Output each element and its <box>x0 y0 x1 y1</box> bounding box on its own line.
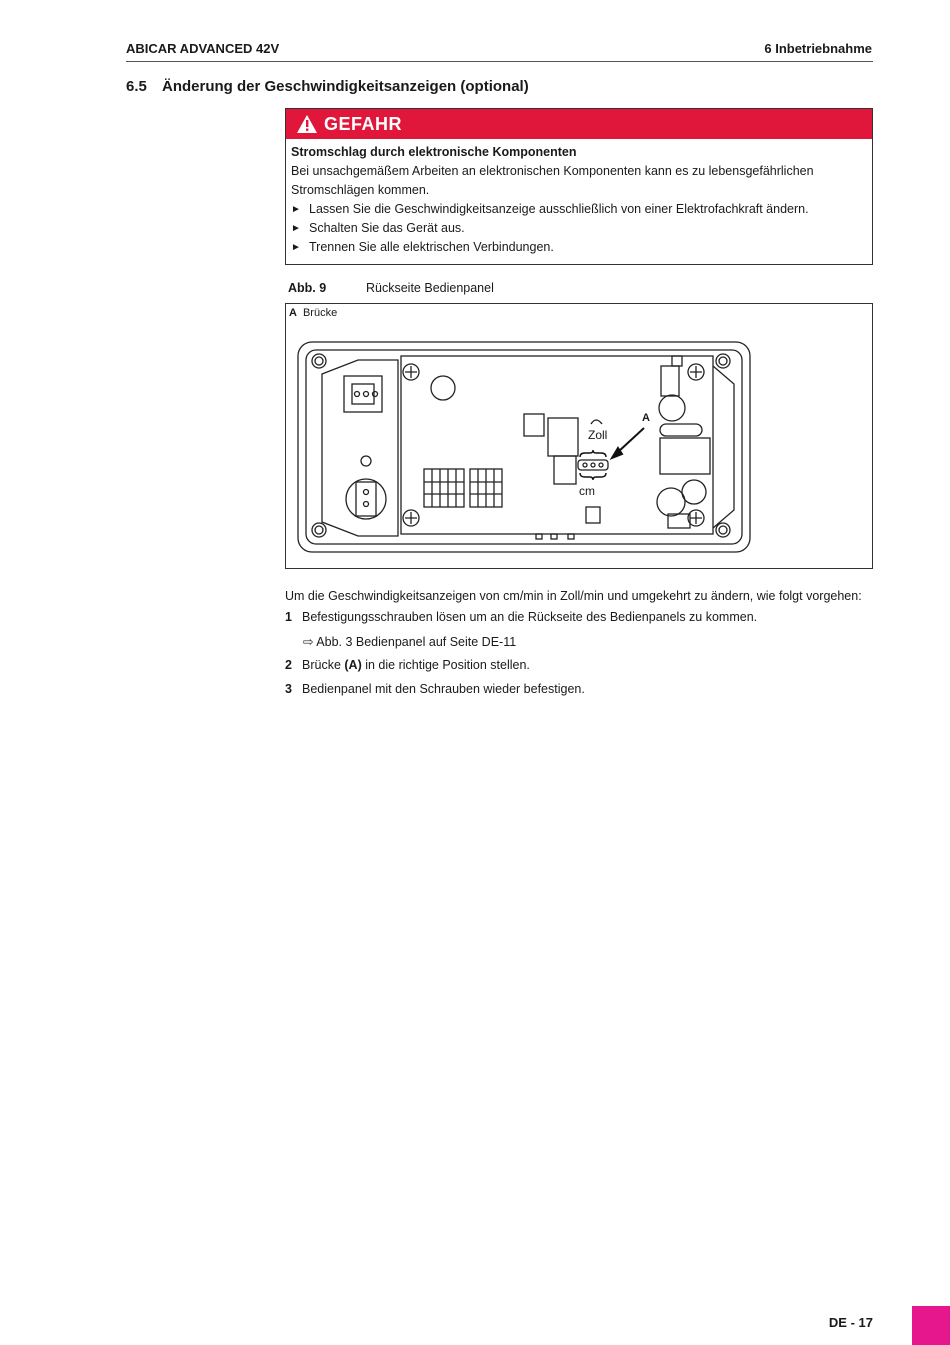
section-number: 6.5 <box>126 78 147 95</box>
danger-bullet: ► Schalten Sie das Gerät aus. <box>291 219 866 238</box>
step-2 <box>285 658 530 672</box>
danger-text-line1: Bei unsachgemäßem Arbeiten an elektronischen Komponenten kann es zu lebensgefährlichen <box>291 164 814 178</box>
figure-legend <box>289 307 337 319</box>
step-text: Bedienpanel mit den Schrauben wieder befestigen. <box>302 682 585 696</box>
chapter-tab-marker <box>912 1306 950 1345</box>
danger-header <box>286 109 872 139</box>
bullet-arrow-icon: ► <box>291 204 301 215</box>
step-1 <box>285 610 757 624</box>
step-text: Befestigungsschrauben lösen um an die Rückseite des Bedienpanels zu kommen. <box>302 610 758 624</box>
reference-line <box>303 634 516 649</box>
reference-arrow-icon: ⇨ <box>303 635 314 649</box>
danger-subtitle: Stromschlag durch elektronische Komponenten <box>291 145 577 159</box>
bullet-arrow-icon: ► <box>291 223 301 234</box>
intro-text: Um die Geschwindigkeitsanzeigen von cm/min in Zoll/min und umgekehrt zu ändern, wie folgt vorgehen: <box>285 589 862 603</box>
header-product: ABICAR ADVANCED 42V <box>126 41 280 56</box>
legend-key: A <box>289 307 297 319</box>
figure-panel-back <box>285 303 873 569</box>
step-number: 3 <box>285 682 292 696</box>
page-number: DE - 17 <box>828 1315 873 1330</box>
label-zoll: Zoll <box>588 428 608 442</box>
step-number: 1 <box>285 610 292 624</box>
figure-caption: Rückseite Bedienpanel <box>366 281 494 295</box>
step-3 <box>285 682 585 696</box>
danger-bullet: ► Lassen Sie die Geschwindigkeitsanzeige ausschließlich von einer Elektrofachkraft ändern. <box>291 200 866 219</box>
danger-text-line2: Stromschlägen kommen. <box>291 183 430 197</box>
bullet-arrow-icon: ► <box>291 242 301 253</box>
header-divider <box>126 61 873 62</box>
section-title <box>126 78 529 95</box>
label-cm: cm <box>579 484 595 498</box>
danger-label: GEFAHR <box>324 113 403 134</box>
section-heading: Änderung der Geschwindigkeitsanzeigen (optional) <box>162 78 529 95</box>
step-text: Brücke (A) in die richtige Position stellen. <box>302 658 530 672</box>
step-number: 2 <box>285 658 292 672</box>
panel-diagram <box>286 304 872 568</box>
danger-bullet: ► Trennen Sie alle elektrischen Verbindungen. <box>291 238 866 257</box>
reference-text: Abb. 3 Bedienpanel auf Seite DE-11 <box>316 635 517 649</box>
legend-text: Brücke <box>302 307 338 319</box>
figure-label: Abb. 9 <box>288 281 327 295</box>
callout-a: A <box>642 412 650 424</box>
warning-triangle-icon <box>296 114 318 134</box>
danger-body <box>286 139 872 257</box>
header-chapter: 6 Inbetriebnahme <box>764 41 872 56</box>
danger-notice <box>285 108 873 265</box>
